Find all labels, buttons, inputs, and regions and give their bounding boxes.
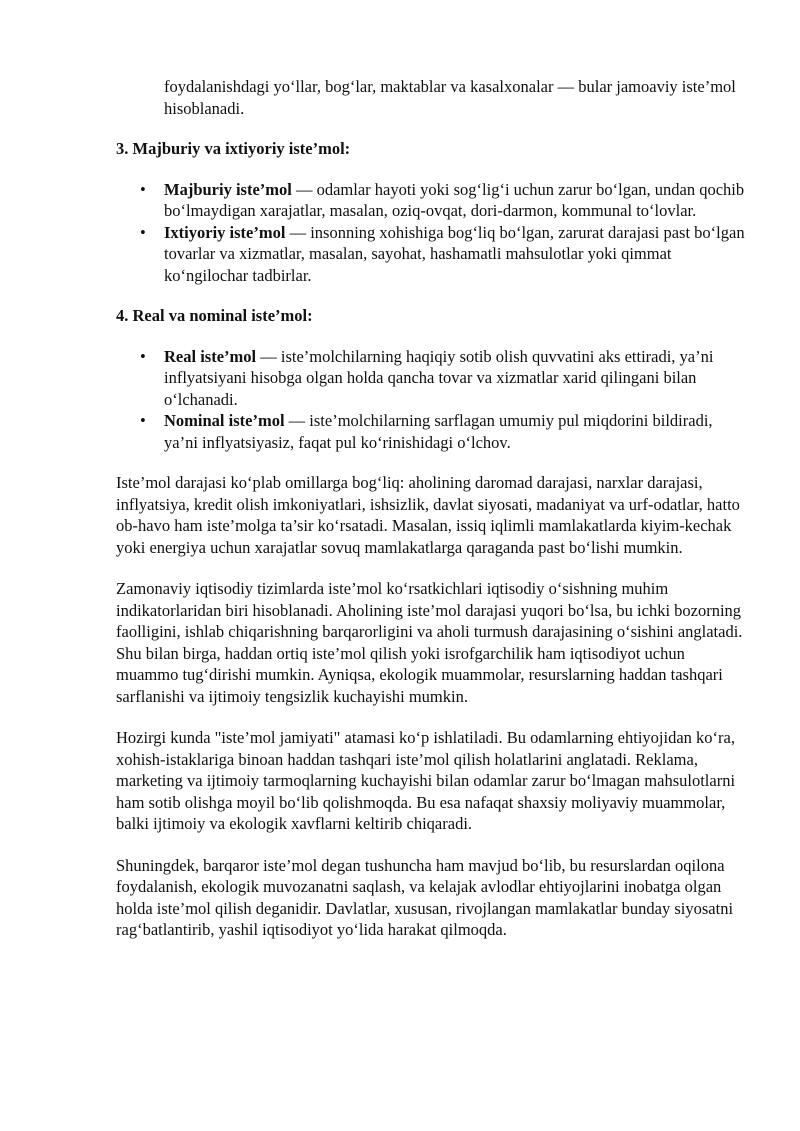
term-ixtiyoriy: Ixtiyoriy iste’mol <box>164 222 286 242</box>
document-page <box>116 76 746 961</box>
definition-majburiy: — odamlar hayoti yoki sog‘lig‘i uchun zarur bo‘lgan, undan qochib bo‘lmaydigan xarajatlar, masalan, oziq-ovqat, dori-darmon, kommunal to‘lovlar. <box>164 179 745 220</box>
definition-nominal: — iste’molchilarning sarflagan umumiy pul miqdorini bildiradi, ya’ni inflyatsiyasiz, faqat pul ko‘rinishidagi o‘lchov. <box>164 411 713 452</box>
paragraph-consumer-society: Hozirgi kunda "iste’mol jamiyati" atamasi ko‘p ishlatiladi. Bu odamlarning ehtiyojidan ko‘ra, xohish-istaklariga binoan haddan tashqari iste’mol qilish holatlarini anglatadi. Reklama, marketing va ijtimoiy tarmoqlarning kuchayishi bilan odamlar zarur bo‘lmagan mahsulotlarni ham sotib olishga moyil bo‘lib qolishmoqda. Bu esa nafaqat shaxsiy moliyaviy muammolar, balki ijtimoiy va ekologik xavflarni keltirib chiqaradi. <box>116 728 736 833</box>
term-real: Real iste’mol <box>164 346 257 366</box>
list-item <box>116 222 746 287</box>
paragraph-sustainable-consumption: Shuningdek, barqaror iste’mol degan tushuncha ham mavjud bo‘lib, bu resurslardan oqilona foydalanish, ekologik muvozanatni saqlash, va kelajak avlodlar ehtiyojlarini inobatga olgan holda iste’mol qilish deganidir. Davlatlar, xususan, rivojlangan mamlakatlar bunday siyosatni rag‘batlantirib, yashil iqtisodiyot yo‘lida harakat qilmoqda. <box>116 855 734 939</box>
list-item <box>116 410 746 453</box>
bullet-icon: • <box>140 411 146 430</box>
paragraph-indicators: Zamonaviy iqtisodiy tizimlarda iste’mol ko‘rsatkichlari iqtisodiy o‘sishning muhim indikatorlaridan biri hisoblanadi. Aholining iste’mol darajasi yuqori bo‘lsa, bu ichki bozorning faolligini, ishlab chiqarishning barqarorligini va aholi turmush darajasining o‘sishini anglatadi. Shu bilan birga, haddan ortiq iste’mol qilish yoki isrofgarchilik ham iqtisodiyot uchun muammo tug‘dirishi mumkin. Ayniqsa, ekologik muammolar, resurslarning haddan tashqari sarflanishi va ijtimoiy tengsizlik kuchayishi mumkin. <box>116 579 743 706</box>
list-item <box>116 179 746 222</box>
section-4-heading: 4. Real va nominal iste’mol: <box>116 306 313 325</box>
section-4-list <box>116 346 746 454</box>
intro-continuation: foydalanishdagi yo‘llar, bog‘lar, maktablar va kasalxonalar — bular jamoaviy iste’mol hisoblanadi. <box>164 77 736 118</box>
list-item <box>116 346 746 411</box>
bullet-icon: • <box>140 346 146 366</box>
term-majburiy: Majburiy iste’mol <box>164 179 292 199</box>
section-3-heading: 3. Majburiy va ixtiyoriy iste’mol: <box>116 139 351 158</box>
bullet-icon: • <box>140 222 146 242</box>
term-nominal: Nominal iste’mol <box>164 411 285 430</box>
section-3-list <box>116 179 746 287</box>
paragraph-factors: Iste’mol darajasi ko‘plab omillarga bog‘liq: aholining daromad darajasi, narxlar darajasi, inflyatsiya, kredit olish imkoniyatlari, ishsizlik, davlat siyosati, madaniyat va urf-odatlar, hatto ob-havo ham iste’molga ta’sir ko‘rsatadi. Masalan, issiq iqlimli mamlakatlarda kiyim-kechak yoki energiya uchun xarajatlar sovuq mamlakatlarga qaraganda past bo‘lishi mumkin. <box>116 473 740 557</box>
definition-ixtiyoriy: — insonning xohishiga bog‘liq bo‘lgan, zarurat darajasi past bo‘lgan tovarlar va xizmatlar, masalan, sayohat, hashamatli mahsulotlar yoki qimmat ko‘ngilochar tadbirlar. <box>164 222 745 285</box>
bullet-icon: • <box>140 179 146 199</box>
definition-real: — iste’molchilarning haqiqiy sotib olish quvvatini aks ettiradi, ya’ni inflyatsiyani hisobga olgan holda qancha tovar va xizmatlar xarid qilingani bilan o‘lchanadi. <box>164 346 714 409</box>
